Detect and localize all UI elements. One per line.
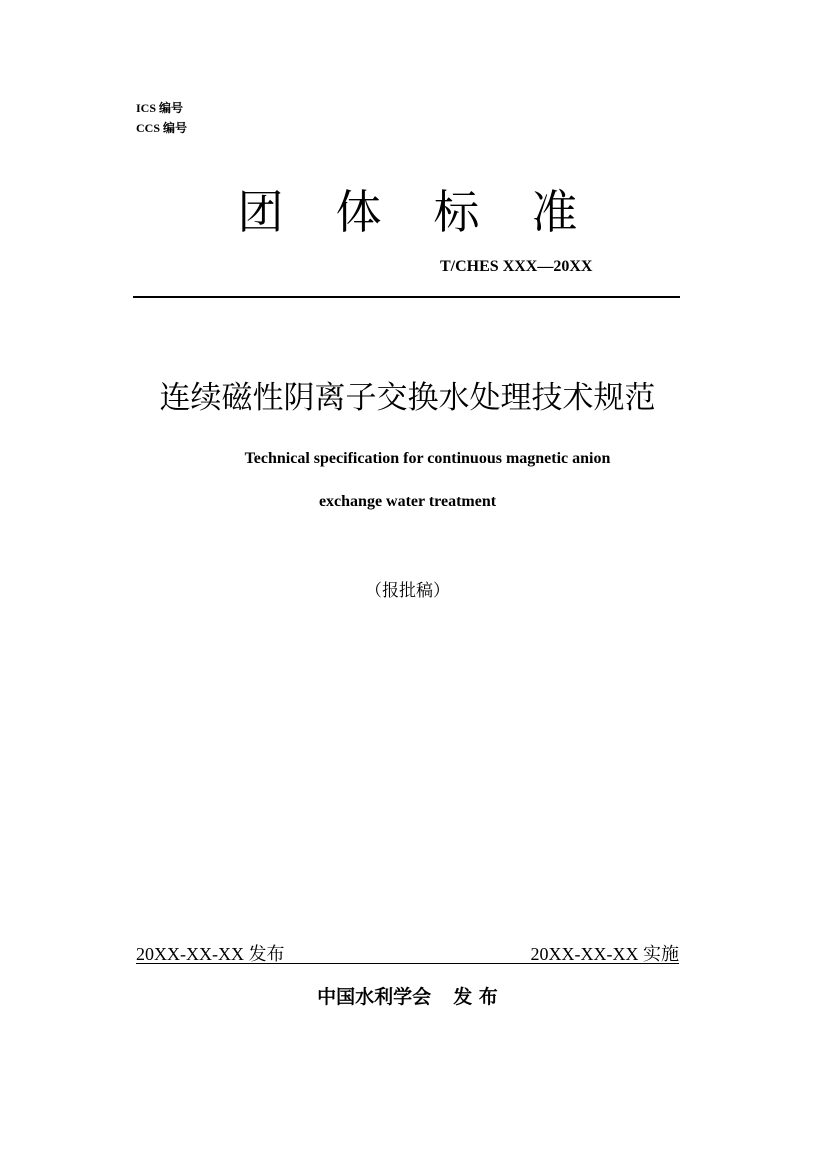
standard-number: T/CHES XXX—20XX [440, 258, 593, 275]
draft-status: （报批稿） [365, 581, 450, 601]
standard-english-name-line2: exchange water treatment [318, 493, 497, 510]
publisher-action: 发 布 [453, 986, 498, 1008]
ics-code: ICS 编号 [136, 101, 184, 115]
classification-codes [136, 98, 187, 138]
issue-date: 20XX-XX-XX 发布 [136, 944, 285, 964]
header-divider [133, 296, 680, 298]
footer-divider [136, 963, 679, 964]
publisher-org: 中国水利学会 [317, 986, 432, 1008]
implementation-date: 20XX-XX-XX 实施 [530, 944, 679, 964]
publisher [0, 982, 815, 1009]
standard-chinese-name: 连续磁性阴离子交换水处理技术规范 [159, 380, 656, 416]
ccs-code: CCS 编号 [136, 121, 188, 135]
standard-english-name-line1: Technical specification for continuous magnetic anion [244, 450, 611, 467]
document-type-title: 团体标准 [237, 185, 630, 239]
